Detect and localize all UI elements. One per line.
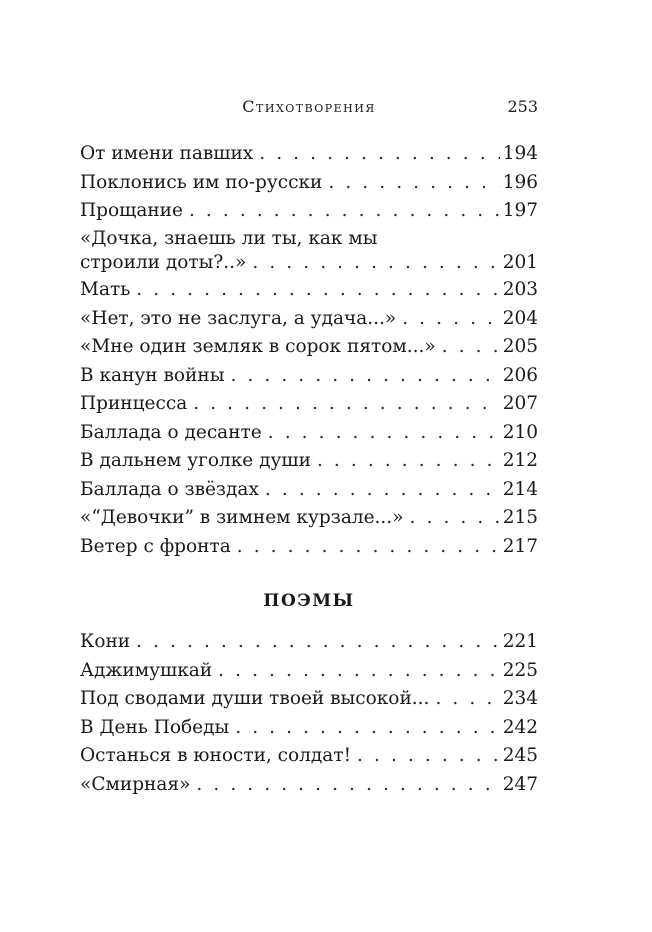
- toc-entry-title: «“Девочки” в зимнем курзале...»: [80, 507, 404, 528]
- toc-entry-page: 214: [502, 478, 538, 500]
- dot-leader: [317, 448, 500, 474]
- toc-entry: [80, 363, 538, 389]
- toc-entry: [80, 141, 538, 167]
- dot-leader: [237, 534, 500, 560]
- toc-entry: [80, 658, 538, 684]
- toc-entry-title: Баллада о звёздах: [80, 478, 259, 500]
- toc-entry: [80, 772, 538, 798]
- toc-entry-page: 210: [502, 421, 538, 443]
- dot-leader: [230, 363, 499, 389]
- toc-entry: [80, 277, 538, 303]
- toc-entry: [80, 391, 538, 417]
- toc-entry-page: 197: [502, 200, 538, 221]
- toc-entry: [80, 227, 538, 275]
- dot-leader: [196, 772, 499, 798]
- toc-entry-page: 234: [502, 688, 538, 709]
- dot-leader: [235, 715, 499, 741]
- toc-entry: [80, 477, 538, 503]
- dot-leader: [193, 391, 499, 417]
- dot-leader: [136, 277, 499, 303]
- dot-leader: [252, 251, 499, 275]
- toc-entry-title: Мать: [80, 279, 131, 300]
- toc-entry-title: Прощание: [80, 200, 183, 221]
- toc-entry-title: Баллада о десанте: [80, 421, 262, 443]
- toc-entry: [80, 170, 538, 196]
- dot-leader: [265, 477, 500, 503]
- section-heading-poems: ПОЭМЫ: [263, 591, 355, 611]
- toc-entry-last-line: [80, 251, 538, 275]
- toc-entry-title: «Мне один земляк в сорок пятом...»: [80, 336, 436, 357]
- toc-entry: [80, 198, 538, 224]
- dot-leader: [435, 686, 499, 712]
- page-number: 253: [507, 97, 538, 116]
- toc-entry-page: 206: [502, 364, 538, 386]
- toc-entry: [80, 505, 538, 531]
- dot-leader: [259, 141, 499, 167]
- toc-entry-page: 205: [502, 336, 538, 357]
- toc-entry: [80, 686, 538, 712]
- toc-entry-title: Аджимушкай: [80, 659, 213, 681]
- toc-entry-title: В дальнем уголке души: [80, 450, 311, 471]
- toc-entry-page: 247: [502, 773, 538, 795]
- toc-entry-page: 242: [502, 716, 538, 738]
- dot-leader: [410, 505, 500, 531]
- dot-leader: [442, 334, 500, 360]
- toc-entry-title-line1: «Дочка, знаешь ли ты, как мы: [80, 227, 378, 249]
- toc-entry-title-line2: строили доты?..»: [80, 251, 247, 273]
- dot-leader: [268, 420, 500, 446]
- toc-entry-page: 221: [502, 631, 538, 652]
- toc-poems-list: [80, 141, 538, 562]
- toc-entry-title: Принцесса: [80, 393, 188, 414]
- toc-entry: [80, 534, 538, 560]
- toc-entry-page: 194: [502, 143, 538, 164]
- dot-leader: [189, 198, 500, 224]
- toc-entry-title: «Смирная»: [80, 773, 191, 795]
- toc-entry-title: Под сводами души твоей высокой...: [80, 688, 430, 709]
- toc-entry-title: В канун войны: [80, 364, 225, 386]
- toc-entry-title: От имени павших: [80, 143, 254, 164]
- toc-entry-page: 212: [502, 450, 538, 471]
- toc-entry-title: В День Победы: [80, 716, 230, 738]
- toc-entry-title: Ветер с фронта: [80, 535, 231, 557]
- toc-long-poems-list: [80, 629, 538, 800]
- toc-entry-page: 196: [502, 171, 538, 193]
- toc-entry: [80, 334, 538, 360]
- dot-leader: [218, 658, 500, 684]
- toc-entry: [80, 629, 538, 655]
- toc-entry: [80, 448, 538, 474]
- toc-entry-page: 225: [502, 659, 538, 681]
- toc-entry-multiline: [80, 227, 538, 275]
- toc-entry-page: 217: [502, 535, 538, 557]
- toc-entry-page: 204: [502, 307, 538, 329]
- toc-entry-page: 215: [502, 507, 538, 528]
- toc-entry-title: «Нет, это не заслуга, а удача...»: [80, 307, 397, 329]
- toc-entry-page: 245: [502, 745, 538, 766]
- running-head-title: Стихотворения: [242, 97, 376, 116]
- toc-entry-title: Поклонись им по-русски: [80, 171, 323, 193]
- toc-entry-page: 201: [502, 251, 538, 273]
- toc-entry-page: 207: [502, 393, 538, 414]
- toc-entry: [80, 420, 538, 446]
- dot-leader: [136, 629, 500, 655]
- toc-entry-page: 203: [502, 279, 538, 300]
- toc-entry: [80, 715, 538, 741]
- toc-entry: [80, 743, 538, 769]
- dot-leader: [328, 170, 499, 196]
- dot-leader: [402, 306, 499, 332]
- toc-entry-title: Кони: [80, 631, 131, 652]
- running-head: [80, 97, 538, 121]
- dot-leader: [357, 743, 500, 769]
- toc-entry: [80, 306, 538, 332]
- toc-entry-title: Останься в юности, солдат!: [80, 745, 352, 766]
